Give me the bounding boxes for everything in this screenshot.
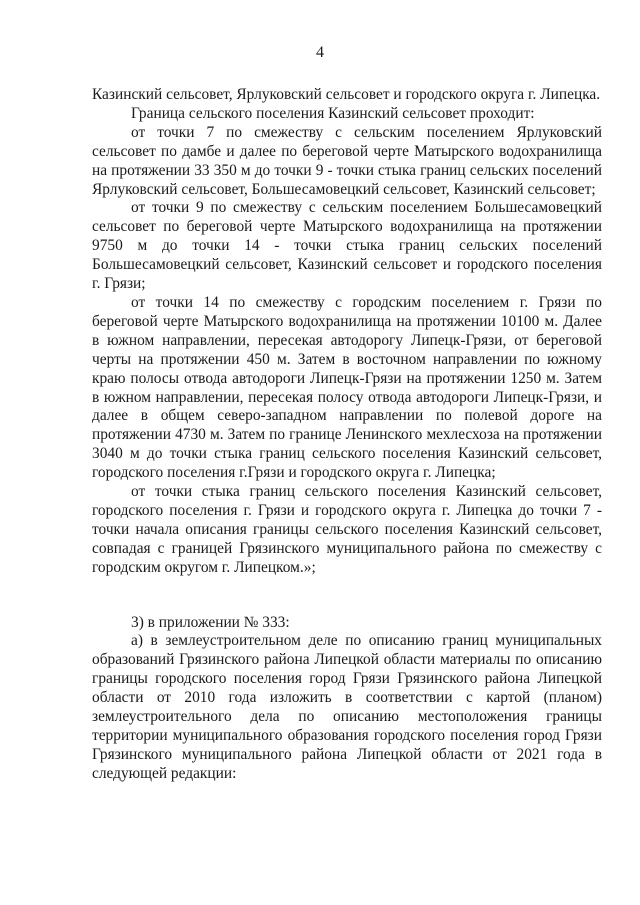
paragraph-point-14: от точки 14 по смежеству с городским поселением г. Грязи по береговой черте Матырского водохранилища на протяжении 10100 м. Далее в южном направлении, пересекая автодорогу Липецк-Грязи, от береговой черты на протяжении 450 м. Затем в восточном направлении по южному краю полосы отвода автодороги Липецк-Грязи на протяжении 1250 м. Затем в южном направлении, пересекая полосу отвода автодороги Липецк-Грязи, и далее в общем северо-западном направлении по полевой дороге на протяжении 4730 м. Затем по границе Ленинского мехлесхоза на протяжении 3040 м до точки стыка границ сельского поселения Казинский сельсовет, городского поселения г.Грязи и городского округа г. Липецка; [92,293,602,482]
paragraph-boundary-heading: Граница сельского поселения Казинский сельсовет проходит: [131,104,535,122]
paragraph-point-7: от точки 7 по смежеству с сельским поселением Ярлуковский сельсовет по дамбе и далее по береговой черте Матырского водохранилища на протяжении 33 350 м до точки 9 - точки стыка границ сельских поселений Ярлуковский сельсовет, Большесамовецкий сельсовет, Казинский сельсовет; [92,123,602,198]
section-heading-annex-333: 3) в приложении № 333: [131,613,290,631]
paragraph-subsection-a: а) в землеустроительном деле по описанию границ муниципальных образований Грязинского района Липецкой области материалы по описанию границы городского поселения город Грязи Грязинского района Липецкой области от 2010 года изложить в соответствии с картой (планом) землеустроительного дела по описанию местоположения границы территории муниципального образования городского поселения город Грязи Грязинского муниципального района Липецкой области от 2021 года в следующей редакции: [92,632,602,782]
paragraph-junction-point: от точки стыка границ сельского поселения Казинский сельсовет, городского поселения г. Грязи и городского округа г. Липецка до точки 7 - точки начала описания границы сельского поселения Казинский сельсовет, совпадая с границей Грязинского муниципального района по смежеству с городским округом г. Липецком.»; [92,483,602,576]
paragraph-point-9: от точки 9 по смежеству с сельским поселением Большесамовецкий сельсовет по береговой черте Матырского водохранилища на протяжении 9750 м до точки 14 - точки стыка границ сельских поселений Большесамовецкий сельсовет, Казинский сельсовет и городского поселения г. Грязи; [92,199,602,293]
page-number: 4 [316,44,324,61]
paragraph-intro-continuation: Казинский сельсовет, Ярлуковский сельсовет и городского округа г. Липецка. [92,86,601,103]
document-body [92,86,602,784]
